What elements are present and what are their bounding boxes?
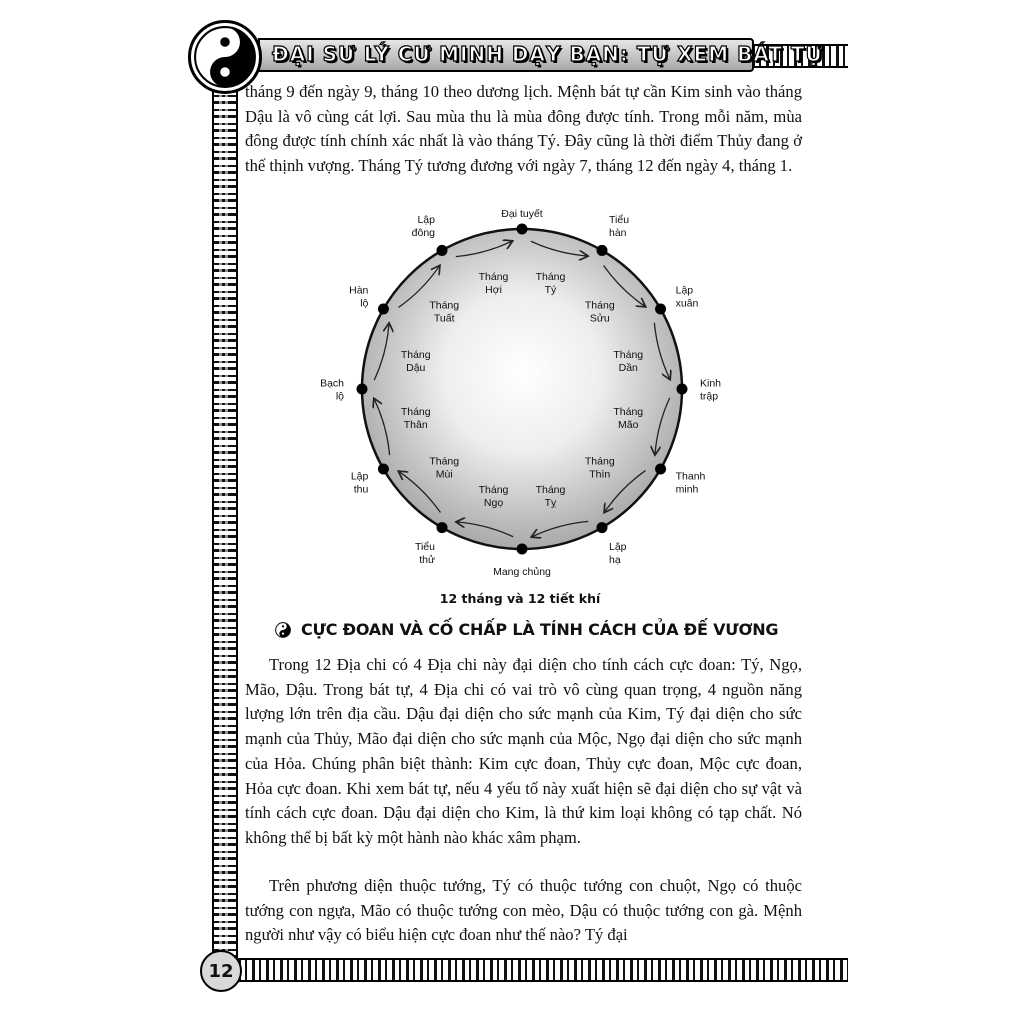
solar-term-node: [437, 522, 448, 533]
solar-term-node: [677, 384, 688, 395]
solar-term-node: [655, 464, 666, 475]
solar-term-label: Kinh trập: [700, 377, 722, 403]
paragraph-2: Trong 12 Địa chi có 4 Địa chi này đại diện cho tính cách cực đoan: Tý, Ngọ, Mão, Dậu. Trong bát tự, 4 Địa chi có vai trò vô cùng quan trọng, 4 nguồn năng lượng lớn trên địa cầu. Dậu đại diện cho sức mạnh của Kim, Tý đại diện cho sức mạnh của Thủy, Mão đại diện cho sức mạnh của Mộc, Ngọ đại diện cho sức mạnh của Hỏa. Chúng phân biệt thành: Kim cực đoan, Thủy cực đoan, Mộc cực đoan, Hỏa cực đoan. Khi xem bát tự, nếu 4 yếu tố này xuất hiện sẽ đại diện cho sự vật và tính cách cực đoan. Dậu đại diện cho Kim, là thứ kim loại không có tạp chất. Nó không thể bị bất kỳ một hành nào khác xâm phạm.: [245, 655, 802, 847]
month-label: Tháng Tý: [535, 271, 566, 297]
solar-term-label: Tiểu thử: [414, 541, 435, 567]
page-number: 12: [208, 960, 234, 982]
month-label: Tháng Tuất: [429, 299, 460, 325]
solar-term-node: [357, 384, 368, 395]
bottom-ornamental-border: [238, 958, 848, 982]
month-label: Tháng Thìn: [584, 455, 615, 481]
month-label: Tháng Tỵ: [535, 483, 566, 509]
paragraph-1: tháng 9 đến ngày 9, tháng 10 theo dương lịch. Mệnh bát tự cần Kim sinh vào tháng Dậu là vô cùng cát lợi. Sau mùa thu là mùa đông được tính. Trong mỗi năm, mùa đông được tính chính xác nhất là vào tháng Tý. Đây cũng là thời điểm Thủy đang ở thế thịnh vượng. Tháng Tý tương đương với ngày 7, tháng 12 đến ngày 4, tháng 1.: [245, 82, 802, 176]
solar-term-node: [437, 245, 448, 256]
diagram-disc: [362, 229, 682, 549]
header-title: ĐẠI SƯ LÝ CƯ MINH DẠY BẠN: TỰ XEM BÁT TỰ: [272, 42, 824, 66]
paragraph-3: Trên phương diện thuộc tướng, Tý có thuộc tướng con chuột, Ngọ có thuộc tướng con ngựa, Mão có thuộc tướng con mèo, Dậu có thuộc tướng con gà. Mệnh người như vậy có biểu hiện cực đoan như thế nào? Tý đại: [245, 876, 802, 945]
page-number-badge: [200, 950, 242, 992]
solar-term-label: Hàn lộ: [349, 284, 369, 310]
month-label: Tháng Sửu: [584, 299, 615, 325]
solar-term-label: Lập xuân: [675, 284, 699, 310]
section-heading-text: CỰC ĐOAN VÀ CỐ CHẤP LÀ TÍNH CÁCH CỦA ĐẾ VƯƠNG: [301, 620, 779, 639]
solar-term-node: [517, 224, 528, 235]
solar-term-label: Mang chủng: [493, 566, 551, 578]
solar-term-node: [378, 464, 389, 475]
month-label: Tháng Mùi: [429, 455, 460, 481]
solar-term-label: Đại tuyết: [501, 208, 543, 220]
month-label: Tháng Dậu: [400, 349, 431, 375]
month-label: Tháng Dần: [613, 349, 644, 375]
solar-term-label: Tiểu hàn: [609, 213, 630, 239]
yin-yang-bullet-icon: [275, 622, 291, 638]
solar-term-label: Lập hạ: [609, 541, 627, 567]
diagram-caption: 12 tháng và 12 tiết khí: [439, 591, 601, 606]
solar-term-node: [655, 304, 666, 315]
solar-term-label: Lập thu: [350, 470, 369, 496]
section-heading: [275, 620, 778, 639]
solar-term-node: [517, 544, 528, 555]
month-label: Tháng Ngọ: [478, 483, 509, 509]
solar-term-node: [378, 304, 389, 315]
solar-term-label: Lập đông: [411, 213, 435, 239]
month-label: Tháng Hợi: [478, 271, 509, 297]
month-label: Tháng Mão: [613, 405, 644, 431]
solar-term-label: Bạch lộ: [320, 377, 344, 403]
solar-term-node: [597, 522, 608, 533]
solar-term-label: Thanh minh: [675, 470, 706, 496]
month-label: Tháng Thân: [400, 405, 431, 431]
solar-term-node: [597, 245, 608, 256]
